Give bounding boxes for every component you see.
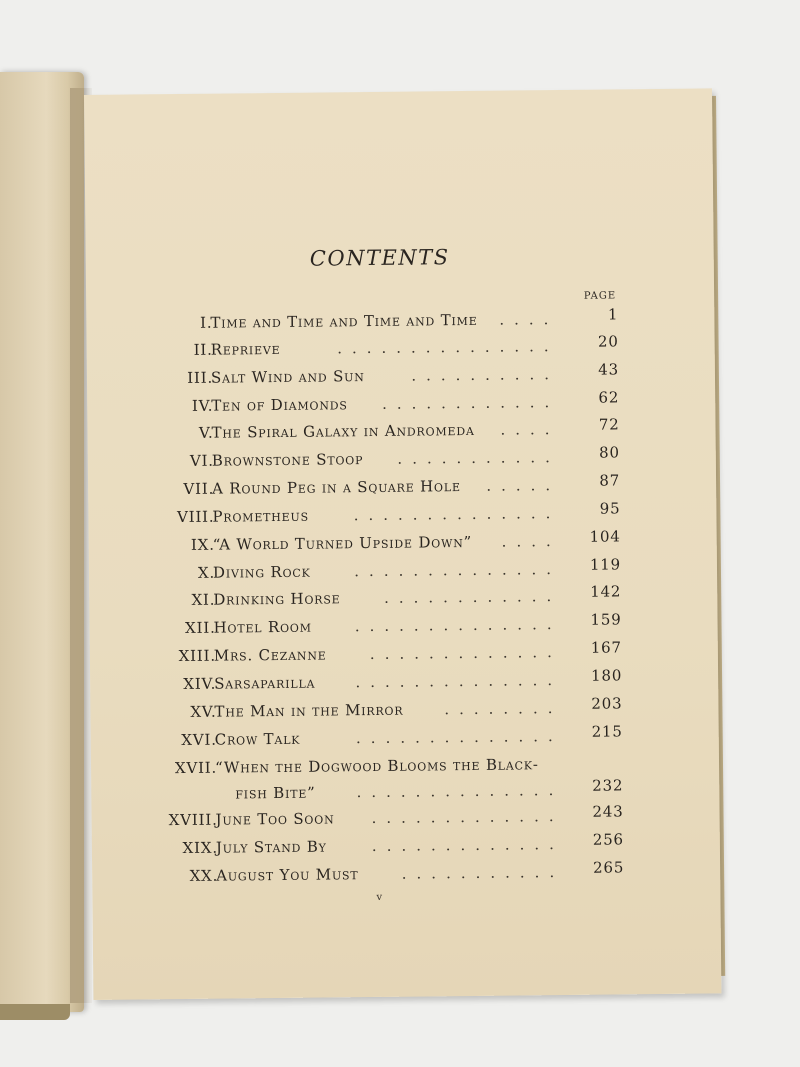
- page-column-label: PAGE: [583, 290, 617, 302]
- page-number: 142: [590, 582, 622, 601]
- chapter-title: July Stand By: [215, 837, 327, 857]
- toc-entry: [92, 802, 720, 836]
- page-number: 243: [592, 802, 624, 821]
- chapter-number: IX.: [190, 535, 215, 554]
- toc-entry: [87, 360, 715, 394]
- leader-dots: ....: [500, 420, 560, 439]
- chapter-number: VIII.: [176, 507, 215, 527]
- chapter-number: XI.: [191, 590, 216, 609]
- leader-dots: ..............: [353, 504, 561, 525]
- contents-heading: CONTENTS: [309, 245, 450, 271]
- leader-dots: ..............: [354, 615, 562, 636]
- page-number: 1: [607, 305, 619, 324]
- chapter-title: “When the Dogwood Blooms the Black-: [214, 755, 539, 777]
- chapter-title: “A World Turned Upside Down”: [212, 532, 473, 554]
- book-cover-edge: [0, 1004, 70, 1020]
- toc-entry: [89, 555, 717, 589]
- chapter-title: A Round Peg in a Square Hole: [212, 477, 461, 498]
- chapter-title: Prometheus: [212, 506, 309, 526]
- leader-dots: ..............: [355, 671, 563, 692]
- page-number: 95: [599, 499, 621, 518]
- page-number: 104: [589, 527, 621, 546]
- toc-entry: [88, 499, 716, 533]
- chapter-title-continued: fish Bite”: [235, 783, 316, 803]
- toc-entry: [92, 830, 720, 864]
- toc-entry: [92, 858, 720, 892]
- chapter-number: XIII.: [178, 646, 216, 666]
- page-number: 20: [597, 332, 619, 351]
- toc-entry: [89, 527, 717, 561]
- toc-entry: [87, 332, 715, 366]
- chapter-title: Brownstone Stoop: [211, 450, 364, 470]
- chapter-title: August You Must: [216, 865, 359, 885]
- leader-dots: ..............: [356, 781, 564, 802]
- chapter-title: Time and Time and Time and Time: [210, 310, 478, 332]
- toc-entry-continuation: [91, 776, 719, 810]
- toc-entry: [90, 694, 718, 728]
- chapter-title: Salt Wind and Sun: [210, 367, 365, 387]
- chapter-number: XV.: [190, 702, 217, 721]
- page-number: 72: [598, 415, 620, 434]
- page-number: 43: [598, 360, 619, 379]
- chapter-title: Ten of Diamonds: [211, 395, 348, 415]
- leader-dots: .....: [486, 476, 561, 495]
- toc-entry: [89, 610, 717, 644]
- leader-dots: .............: [369, 643, 562, 664]
- chapter-title: Drinking Horse: [213, 589, 341, 609]
- page-number: 232: [592, 776, 624, 795]
- leader-dots: .............: [371, 835, 564, 856]
- page-number: 62: [598, 388, 620, 407]
- toc-entry: [88, 471, 716, 505]
- chapter-number: XIV.: [183, 674, 217, 693]
- page-number: 167: [590, 638, 622, 657]
- leader-dots: ..............: [355, 727, 563, 748]
- page-number: 256: [592, 830, 624, 849]
- chapter-number: IV.: [191, 396, 214, 415]
- chapter-number: XII.: [184, 618, 216, 637]
- toc-entry: [86, 305, 714, 339]
- chapter-title: The Spiral Galaxy in Andromeda: [211, 420, 475, 442]
- chapter-number: VI.: [189, 451, 214, 470]
- chapter-number: I.: [200, 313, 213, 332]
- leader-dots: ............: [383, 587, 562, 607]
- chapter-title: Reprieve: [210, 339, 281, 359]
- page-folio: v: [376, 891, 383, 903]
- table-of-contents: [86, 305, 714, 885]
- leader-dots: ...........: [401, 863, 565, 883]
- chapter-title: Hotel Room: [213, 617, 312, 637]
- page-number: 215: [591, 722, 623, 741]
- page-number: 80: [598, 443, 620, 462]
- toc-entry: [90, 666, 718, 700]
- chapter-number: XVIII.: [168, 810, 218, 830]
- chapter-number: XVI.: [181, 730, 217, 750]
- leader-dots: ....: [499, 310, 559, 329]
- toc-entry: [89, 582, 717, 616]
- chapter-number: II.: [193, 340, 213, 359]
- page-number: 87: [599, 471, 621, 490]
- leader-dots: .............: [371, 807, 564, 828]
- toc-entry: [87, 388, 715, 422]
- page-number: 159: [590, 610, 622, 629]
- chapter-number: XIX.: [182, 838, 218, 858]
- chapter-number: III.: [187, 368, 214, 387]
- leader-dots: ...........: [397, 448, 560, 468]
- toc-entry: [87, 415, 715, 449]
- toc-entry: [91, 722, 719, 756]
- chapter-title: Crow Talk: [214, 729, 301, 749]
- chapter-title: The Man in the Mirror: [214, 700, 404, 721]
- page-number: 203: [591, 694, 623, 713]
- chapter-number: X.: [197, 563, 216, 582]
- leader-dots: ..............: [354, 560, 562, 581]
- chapter-number: V.: [198, 423, 214, 442]
- leader-dots: ...............: [337, 337, 559, 358]
- chapter-number: XX.: [189, 866, 219, 885]
- chapter-title: Mrs. Cezanne: [213, 645, 327, 665]
- toc-entry: [90, 638, 718, 672]
- page-number: 119: [589, 555, 622, 574]
- contents-page: [84, 88, 721, 1000]
- page-number: 180: [590, 666, 623, 685]
- leader-dots: ..........: [411, 365, 560, 385]
- chapter-number: VII.: [183, 479, 215, 498]
- chapter-number: XVII.: [174, 758, 218, 778]
- chapter-title: Sarsaparilla: [214, 673, 316, 693]
- leader-dots: ........: [444, 699, 563, 719]
- leader-dots: ....: [501, 532, 561, 551]
- chapter-title: June Too Soon: [215, 809, 335, 829]
- page-number: 265: [592, 858, 625, 877]
- toc-entry: [88, 443, 716, 477]
- leader-dots: ............: [381, 393, 560, 413]
- chapter-title: Diving Rock: [212, 562, 311, 582]
